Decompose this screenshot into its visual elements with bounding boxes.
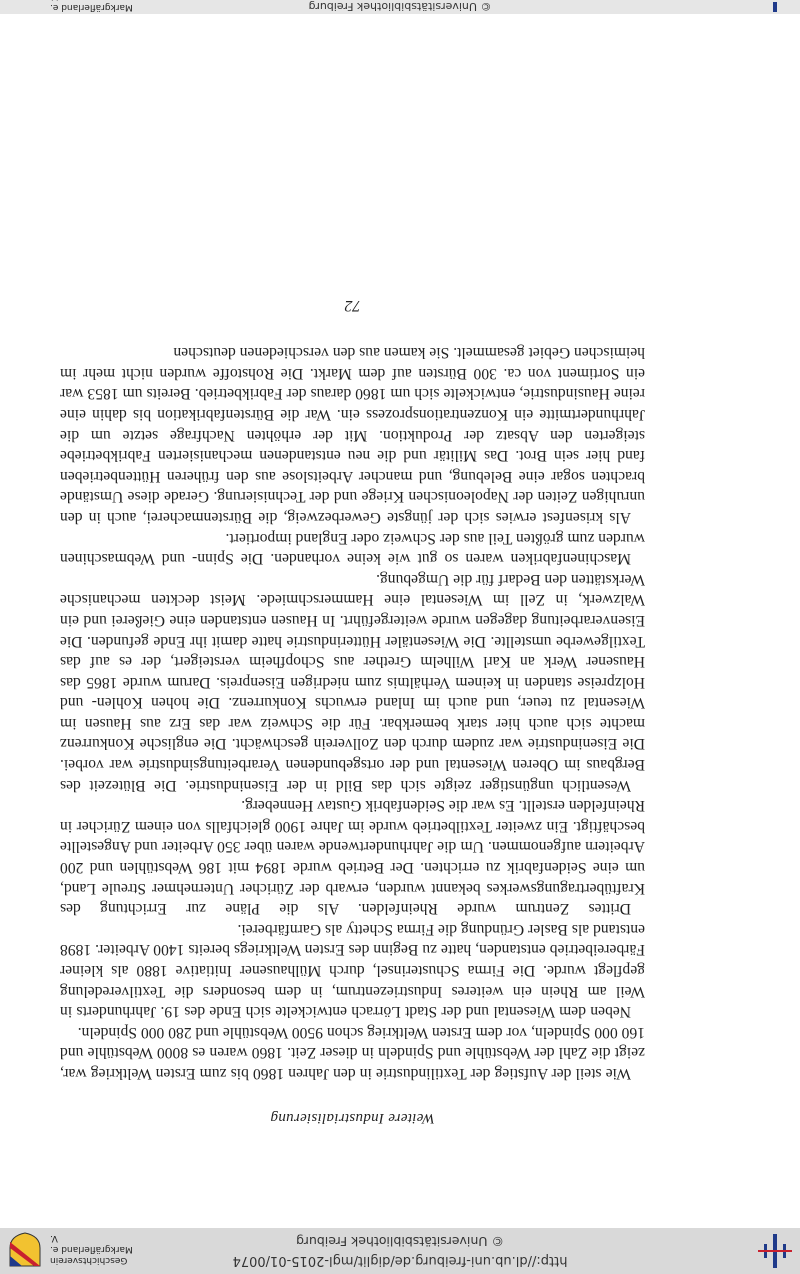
- society-logo: [8, 1232, 138, 1268]
- paragraph: Drittes Zentrum wurde Rheinfelden. Als die Pläne zur Errichtung des Kraftübertragungswerkes bekannt wurden, erwarb der Züricher Unternehmer Streule Land, um eine Seidenfabrik zu errichten. Der Betrieb wurde 1894 mit 186 Webstühlen und 200 Arbeitern aufgenommen. Um die Jahrhundertwende waren über 350 Arbeiter und Angestellte beschäftigt. Ein zweiter Textilbetrieb wurde im Jahre 1900 gleichfalls von einem Züricher in Rheinfelden erstellt. Es war die Seidenfabrik Gustav Henneberg.: [60, 797, 645, 918]
- document-url[interactable]: http://dl.ub.uni-freiburg.de/diglit/mgl-2015-01/0074: [232, 1253, 568, 1268]
- paragraph: Maschinenfabriken waren so gut wie keine vorhanden. Die Spinn- und Webmaschinen wurden zum größten Teil aus der Schweiz oder England importiert.: [60, 529, 645, 568]
- page-number: 72: [344, 296, 361, 314]
- society-line-2: Markgräflerland e. V.: [50, 1233, 133, 1254]
- footer-society-logo: [8, 2, 138, 12]
- paragraph: Als krisenfest erwies sich der jüngste Gewerbezweig, die Bürstenmacherei, auch in den unruhigen Zeiten der Napoleonischen Kriege und der Technisierung. Gerade diese Umstände brachten sogar eine Belebung, und mancher Arbeitslose aus den früheren Hüttenbetrieben fand hier sein Brot. Das Militär und die neu entstandenen mechanisierten Fabrikbetriebe steigerten den Absatz der Produktion. Mit der erhöhten Nachfrage setzte um die Jahrhundertmitte ein Konzentrationsprozess ein. War die Bürstenfabrikation bis dahin eine reine Hausindustrie, entwickelte sich um 1860 daraus der Fabrikbetrieb. Bereits um 1853 war ein Sortiment von ca. 300 Bürsten auf dem Markt. Die Rohstoffe wurden nicht mehr im heimischen Gebiet gesammelt. Sie kamen aus den verschiedenen deutschen: [60, 344, 645, 526]
- society-line-1: Geschichtsverein: [50, 1255, 128, 1265]
- coat-of-arms-icon: [8, 1232, 42, 1268]
- copyright-notice: © Universitätsbibliothek Freiburg: [296, 1234, 504, 1249]
- paragraph: Neben dem Wiesental und der Stadt Lörrach entwickelte sich Ende des 19. Jahrhunderts in Weil am Rhein ein weiteres Industriezentrum, in dem besonders die Textilveredelung gepflegt wurde. Die Firma Schusterinsel, durch Mülhausener Initiative 1880 als kleiner Färbereibetrieb entstanden, hatte zu Beginn des Ersten Weltkriegs bereits 1400 Arbeiter. 1898 entstand als Basler Gründung die Firma Schetty als Garnfärberei.: [60, 920, 645, 1021]
- document-page: [60, 296, 645, 1126]
- viewer-footer: [0, 0, 800, 14]
- paragraph: Wie steil der Aufstieg der Textilindustrie in den Jahren 1860 bis zum Ersten Weltkrieg war, zeigt die Zahl der Webstühle und Spindeln in dieser Zeit. 1860 waren es 8000 Webstühle und 160 000 Spindeln, vor dem Ersten Weltkrieg schon 9500 Webstühle und 280 000 Spindeln.: [60, 1023, 645, 1082]
- section-heading: Weitere Industrialisierung: [270, 1110, 435, 1126]
- paragraph: Wesentlich ungünstiger zeigte sich das Bild in der Eisenindustrie. Die Blütezeit des Bergbaus im Oberen Wiesental und der ortsgebundenen Verarbeitungsindustrie war vorbei. Die Eisenindustrie war zudem durch den Zollverein geschwächt. Die englische Konkurrenz machte sich auch hier stark bemerkbar. Für die Schweiz war das Erz aus Hausen im Wiesental zu teuer, und auch im Inland erwuchs Konkurrenz. Die hohen Kohlen- und Holzpreise standen in keinem Verhältnis zum niedrigen Eisenpreis. Darum wurde 1865 das Hausener Werk an Karl Wilhelm Grether aus Schopfheim versteigert, der es auf das Textilgewerbe umstellte. Die Wiesentäler Hütterindustrie hatte damit ihr Ende gefunden. Die Eisenverarbeitung dagegen wurde weitergeführt. In Hausen entstanden eine Gießerei und ein Walzwerk, in Zell im Wiesental eine Hammerschmiede. Meist deckten mechanische Werkstätten den Bedarf für die Umgebung.: [60, 570, 645, 794]
- viewer-header: [0, 1228, 800, 1274]
- footer-society-text: Markgräflerland e.: [50, 2, 133, 12]
- footer-copyright: © Universitätsbibliothek Freiburg: [308, 0, 492, 13]
